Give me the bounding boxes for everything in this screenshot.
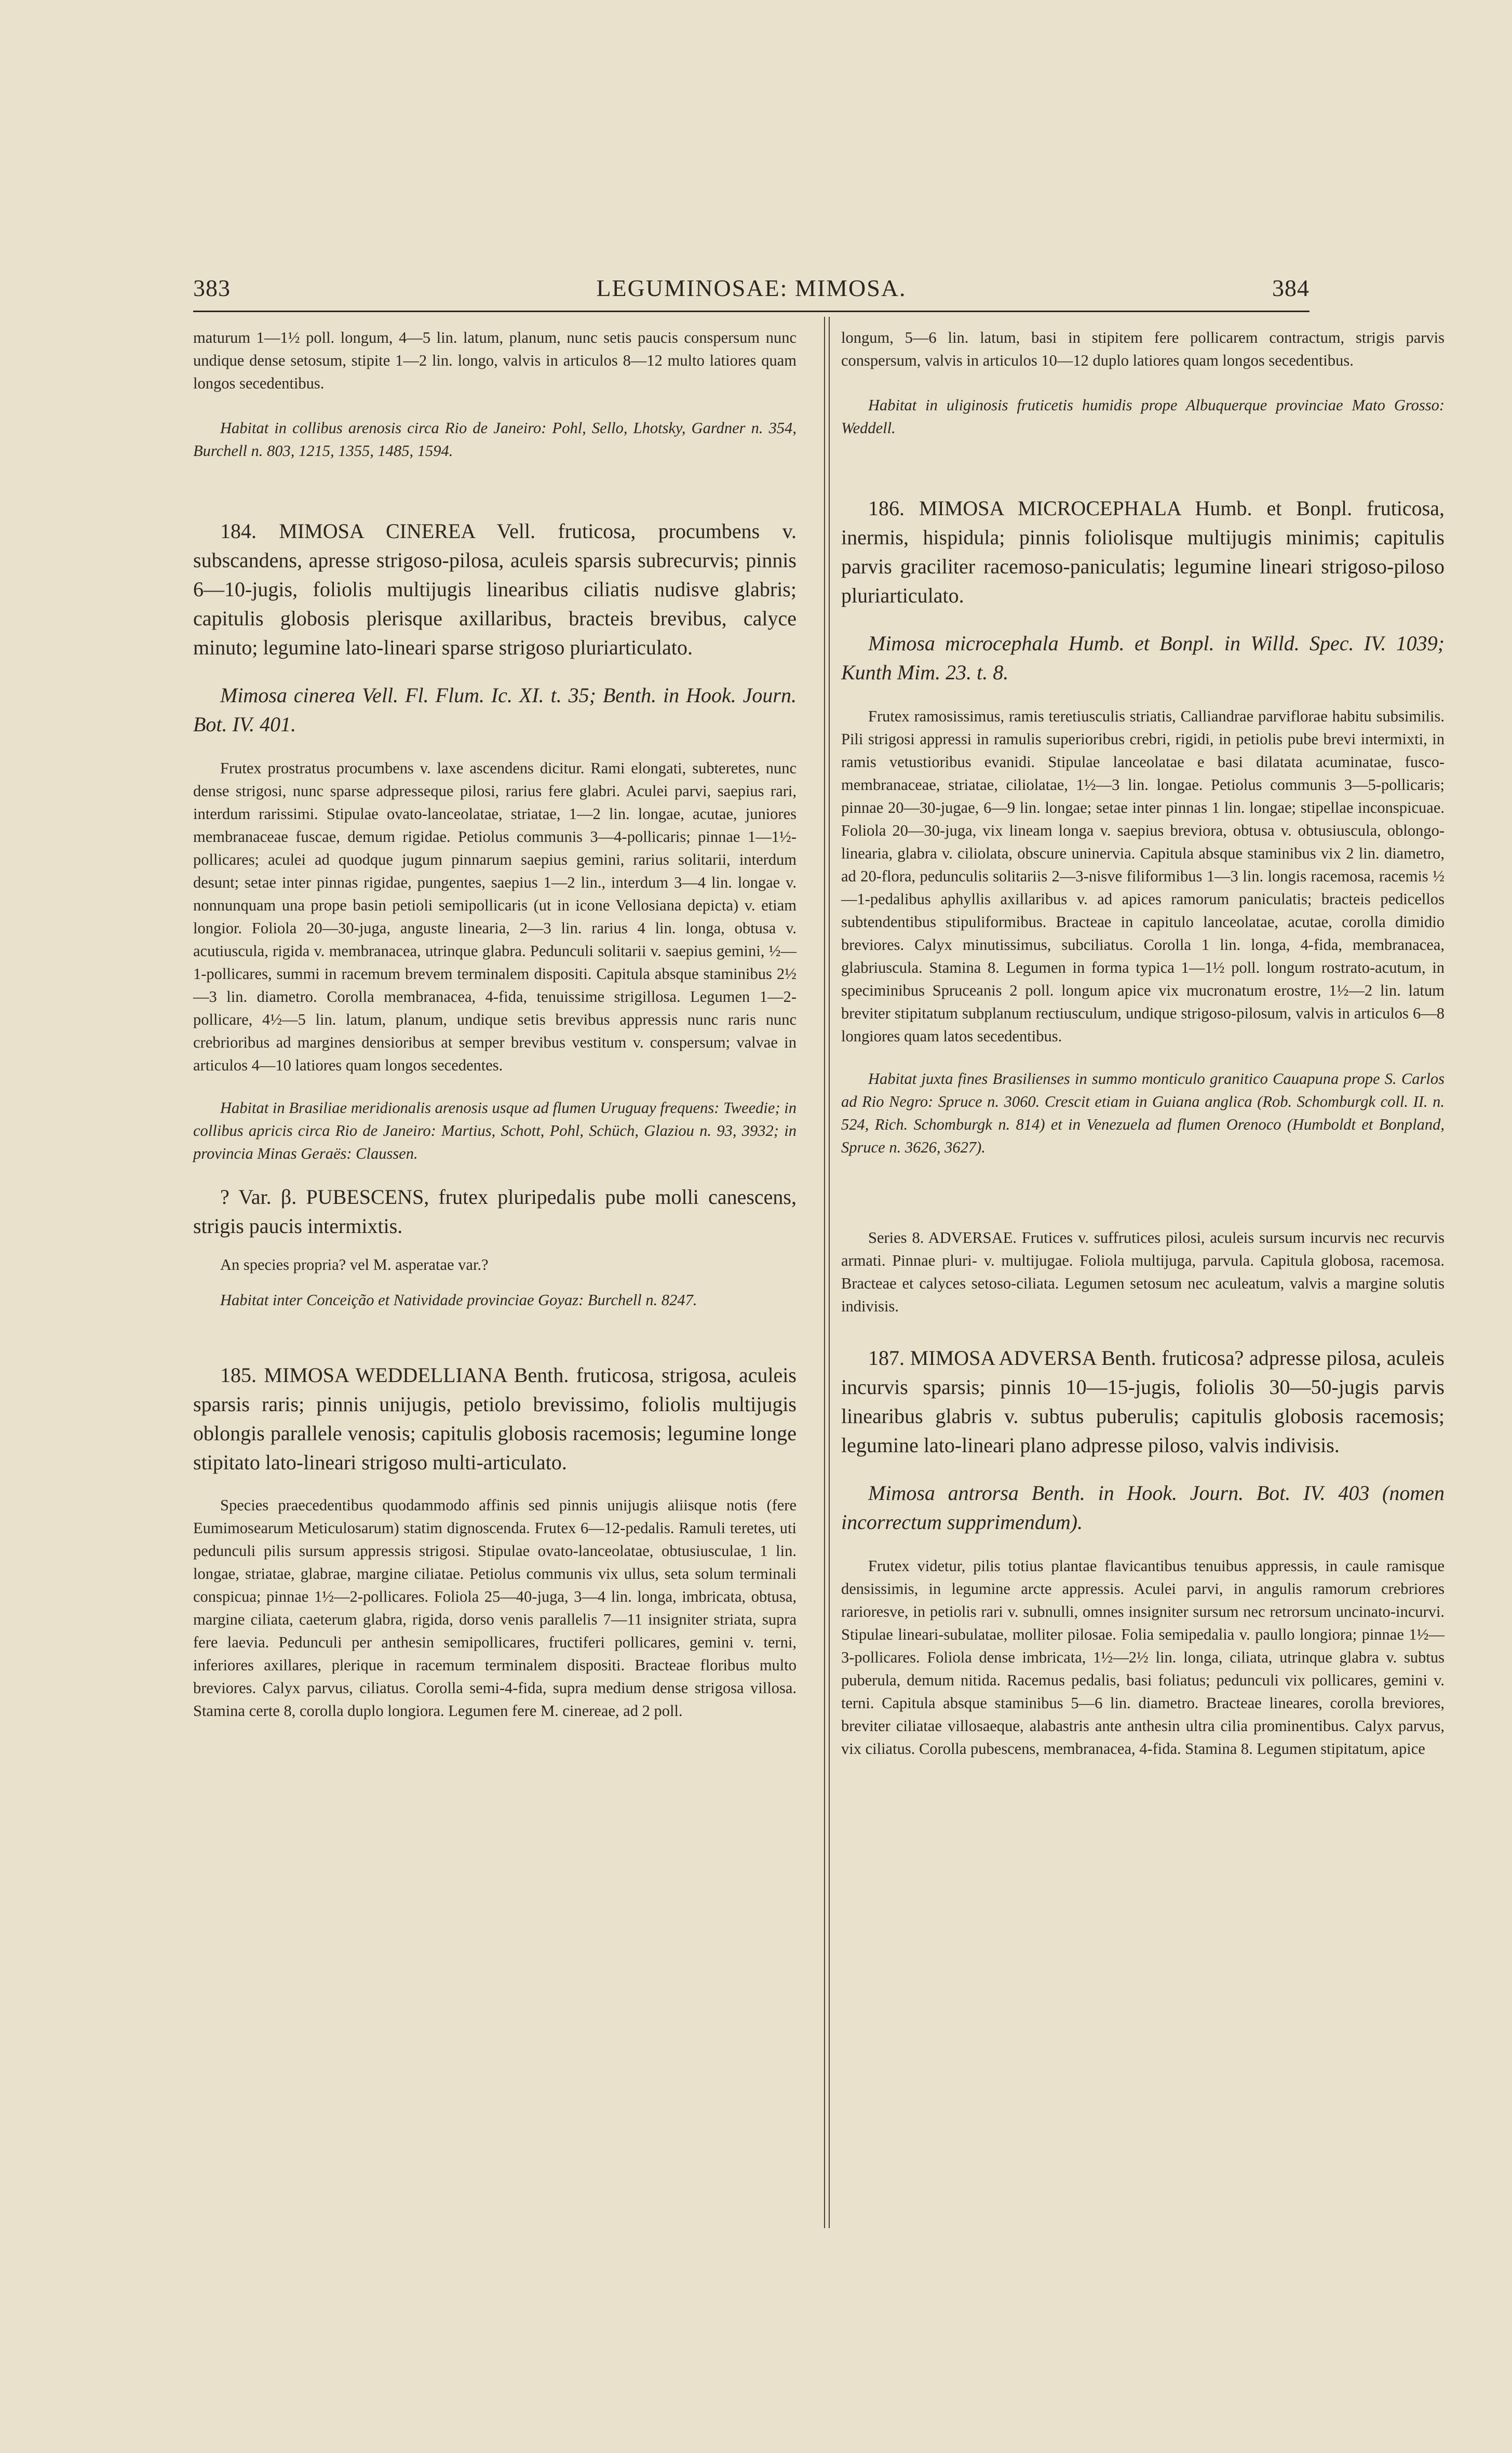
page-number-right: 384: [1272, 275, 1310, 301]
right-column: [841, 326, 1445, 1760]
species-185-diagnosis: 185. MIMOSA WEDDELLIANA Benth. fruticosa, strigosa, aculeis sparsis raris; pinnis unijugis, petiolo brevissimo, foliolis multijugis oblongis parallele venosis; capitulis globosis racemosis; legumine longe stipitato lato-lineari strigoso multi-articulato.: [193, 1363, 797, 1474]
species-185-habitat: Habitat in uliginosis fruticetis humidis prope Albuquerque provinciae Mato Grosso: Weddell.: [841, 396, 1445, 437]
page-number-left: 383: [193, 275, 231, 301]
series-8-description: Series 8. ADVERSAE. Frutices v. suffrutices pilosi, aculeis sursum incurvis nec recurvis armati. Pinnae pluri- v. multijugae. Foliola multijuga, parvula. Capitula globosa, racemosa. Bracteae et calyces setoso-ciliata. Legumen setosum nec aculeatum, valvis a margine solutis indivisis.: [841, 1229, 1445, 1315]
variety-habitat: Habitat inter Conceição et Natividade provinciae Goyaz: Burchell n. 8247.: [220, 1291, 697, 1309]
continuation-paragraph-right: longum, 5—6 lin. latum, basi in stipitem fere pollicarem contractum, strigis parvis conspersum, valvis in articulos 10—12 duplo latiores quam longos secedentibus.: [841, 329, 1445, 369]
species-186-description: Frutex ramosissimus, ramis teretiusculis striatis, Calliandrae parviflorae habitu subsimilis. Pili strigosi appressi in ramulis superioribus crebri, rigidi, in petiolis pube brevi intermixti, in ramis vetustioribus evanidi. Stipulae lanceolatae e basi dilatata acuminatae, fusco-membranaceae, striatae, ciliolatae, 1½—3 lin. longae. Petiolus communis 3—5-pollicaris; pinnae 20—30-jugae, 6—9 lin. longae; setae inter pinnas 1 lin. longae; stipellae inconspicuae. Foliola 20—30-juga, vix lineam longa v. saepius breviora, obtusa v. obtusiuscula, oblongo-linearia, glabra v. ciliolata, obscure uninervia. Capitula absque staminibus vix 2 lin. diametro, ad 20-flora, pedunculis solitariis 2—3-nisve filiformibus 1—3 lin. longis racemosa, racemis ½—1-pedalibus aphyllis axillaribus v. ad apices ramorum paniculatis; bracteis pedicellos subtendentibus stipuliformibus. Bracteae in capitulo lanceolatae, acutae, corolla dimidio breviores. Calyx minutissimus, subciliatus. Corolla 1 lin. longa, 4-fida, membranacea, glabriuscula. Stamina 8. Legumen in forma typica 1—1½ poll. longum rostrato-acutum, in speciminibus Spruceanis 2 poll. longum apice vix mucronatum erostre, 1½—2 lin. latum breviter stipitatum subplanum rectiusculum, undique strigoso-pilosum, valvis in articulos 6—8 longiores quam latos secedentibus.: [841, 707, 1445, 1045]
species-187-description: Frutex videtur, pilis totius plantae flavicantibus tenuibus appressis, in caule ramisque densissimis, in legumine arcte appressis. Aculei parvi, in angulis ramorum crebriores rarioresve, in petiolis rari v. subnulli, omnes insigniter sursum nec retrorsum uncinato-incurvi. Stipulae lineari-subulatae, molliter pilosae. Folia semipedalia v. paullo longiora; pinnae 1½—3-pollicares. Foliola dense imbricata, 1½—2½ lin. longa, ciliata, utrinque glabra v. subtus puberula, demum nitida. Racemus pedalis, basi foliatus; pedunculi vix pollicares, gemini v. terni. Capitula absque staminibus 5—6 lin. diametro. Bracteae lineares, corolla breviores, breviter ciliatae villosaeque, alabastris ante anthesin ultra cilia prominentibus. Calyx parvus, vix ciliatus. Corolla pubescens, membranacea, 4-fida. Stamina 8. Legumen stipitatum, apice: [841, 1557, 1445, 1758]
column-divider: [824, 317, 825, 2228]
running-head: [193, 274, 1310, 305]
species-187-diagnosis: 187. MIMOSA ADVERSA Benth. fruticosa? adpresse pilosa, aculeis incurvis sparsis; pinnis 10—15-jugis, foliolis 30—50-jugis parvis linearibus glabris v. subtus puberulis; capitulis globosis racemosis; legumine lato-lineari plano adpresse piloso, valvis indivisis.: [841, 1346, 1445, 1457]
column-divider-2: [829, 317, 830, 2228]
species-184-diagnosis: 184. MIMOSA CINEREA Vell. fruticosa, procumbens v. subscandens, apresse strigoso-pilosa, aculeis sparsis subrecurvis; pinnis 6—10-jugis, foliolis multijugis linearibus ciliatis nudisve glabris; capitulis globosis plerisque axillaribus, bracteis brevibus, calyce minuto; legumine lato-lineari sparse strigoso pluriarticulato.: [193, 519, 797, 659]
species-187-synonymy: Mimosa antrorsa Benth. in Hook. Journ. Bot. IV. 403 (nomen incorrectum supprimendum).: [841, 1481, 1445, 1534]
species-184-synonymy: Mimosa cinerea Vell. Fl. Flum. Ic. XI. t. 35; Benth. in Hook. Journ. Bot. IV. 401.: [193, 683, 797, 736]
left-column: [193, 326, 797, 1722]
continuation-paragraph: maturum 1—1½ poll. longum, 4—5 lin. latum, planum, nunc setis paucis conspersum nunc undique dense setosum, stipite 1—2 lin. longo, valvis in articulos 8—12 multo latiores quam longos secedentibus.: [193, 329, 797, 392]
species-184-description: Frutex prostratus procumbens v. laxe ascendens dicitur. Rami elongati, subteretes, nunc dense strigosi, nunc sparse adpresseque pilosi, rarius fere glabri. Aculei parvi, saepius rari, interdum rarissimi. Stipulae ovato-lanceolatae, striatae, 1—2 lin. longae, acutae, juniores membranaceae fuscae, demum rigidae. Petiolus communis 3—4-pollicaris; pinnae 1—1½-pollicares; aculei ad quodque jugum pinnarum saepius gemini, rarius solitarii, interdum desunt; setae inter pinnas rigidae, pungentes, saepius 1—2 lin., interdum 3—4 lin. longae v. nonnunquam una prope basin petioli semipollicaris (ut in icone Vellosiana depicta) v. etiam longior. Foliola 20—30-juga, anguste linearia, 2—3 lin. rarius 4 lin. longa, obtusa v. acutiuscula, rigida v. membranacea, utrinque glabra. Pedunculi solitarii v. saepius gemini, ½—1-pollicares, summi in racemum brevem terminalem dispositi. Capitula absque staminibus 2½—3 lin. diametro. Corolla membranacea, 4-fida, tenuissime strigillosa. Legumen 1—2-pollicare, 4½—5 lin. latum, planum, undique setis brevibus appressis nunc raris nunc crebrioribus ad margines densioribus at semper brevibus vestitum v. conspersum; valvae in articulos 4—10 latiores quam longos secedentes.: [193, 759, 797, 1074]
header-rule: [193, 311, 1310, 312]
variety-question: An species propria? vel M. asperatae var.?: [220, 1256, 489, 1274]
running-title: LEGUMINOSAE: MIMOSA.: [596, 275, 907, 301]
species-184-habitat: Habitat in Brasiliae meridionalis arenosis usque ad flumen Uruguay frequens: Tweedie; in collibus apricis circa Rio de Janeiro: Martius, Schott, Pohl, Schüch, Glaziou n. 93, 3932; in provincia Minas Geraës: Claussen.: [193, 1099, 797, 1162]
variety-beta-paragraph: ? Var. β. PUBESCENS, frutex pluripedalis pube molli canescens, strigis paucis intermixtis.: [193, 1185, 797, 1238]
species-186-synonymy: Mimosa microcephala Humb. et Bonpl. in Willd. Spec. IV. 1039; Kunth Mim. 23. t. 8.: [841, 632, 1445, 684]
species-185-description: Species praecedentibus quodammodo affinis sed pinnis unijugis aliisque notis (fere Eumimosearum Meticulosarum) statim dignoscenda. Frutex 6—12-pedalis. Ramuli teretes, uti pedunculi pilis sursum appressis strigosi. Stipulae ovato-lanceolatae, obtusiusculae, 1 lin. longae, striatae, glabrae, margine ciliatae. Petiolus communis vix ullus, seta solum terminali conspicua; pinnae 1½—2-pollicares. Foliola 25—40-juga, 3—4 lin. longa, imbricata, obtusa, margine ciliata, caeterum glabra, rigida, dorso venis parallelis 7—11 insigniter striata, supra fere laevia. Pedunculi per anthesin semipollicares, fructiferi pollicares, gemini v. terni, inferiores axillares, plerique in racemum terminalem dispositi. Bracteae floribus multo breviores. Calyx parvus, ciliatus. Corolla semi-4-fida, supra medium dense strigosa villosa. Stamina certe 8, corolla duplo longiora. Legumen fere M. cinereae, ad 2 poll.: [193, 1496, 797, 1720]
species-186-diagnosis: 186. MIMOSA MICROCEPHALA Humb. et Bonpl. fruticosa, inermis, hispidula; pinnis foliolisque multijugis minimis; capitulis parvis graciliter racemoso-paniculatis; legumine lineari strigoso-piloso pluriarticulato.: [841, 497, 1445, 607]
species-186-habitat: Habitat juxta fines Brasilienses in summo monticulo granitico Cauapuna prope S. Carlos ad Rio Negro: Spruce n. 3060. Crescit etiam in Guiana anglica (Rob. Schomburgk coll. II. n. 524, Rich. Schomburgk n. 814) et in Venezuela ad flumen Orenoco (Humboldt et Bonpland, Spruce n. 3626, 3627).: [841, 1070, 1445, 1156]
habitat-paragraph: Habitat in collibus arenosis circa Rio de Janeiro: Pohl, Sello, Lhotsky, Gardner n. 354, Burchell n. 803, 1215, 1355, 1485, 1594.: [193, 419, 797, 460]
